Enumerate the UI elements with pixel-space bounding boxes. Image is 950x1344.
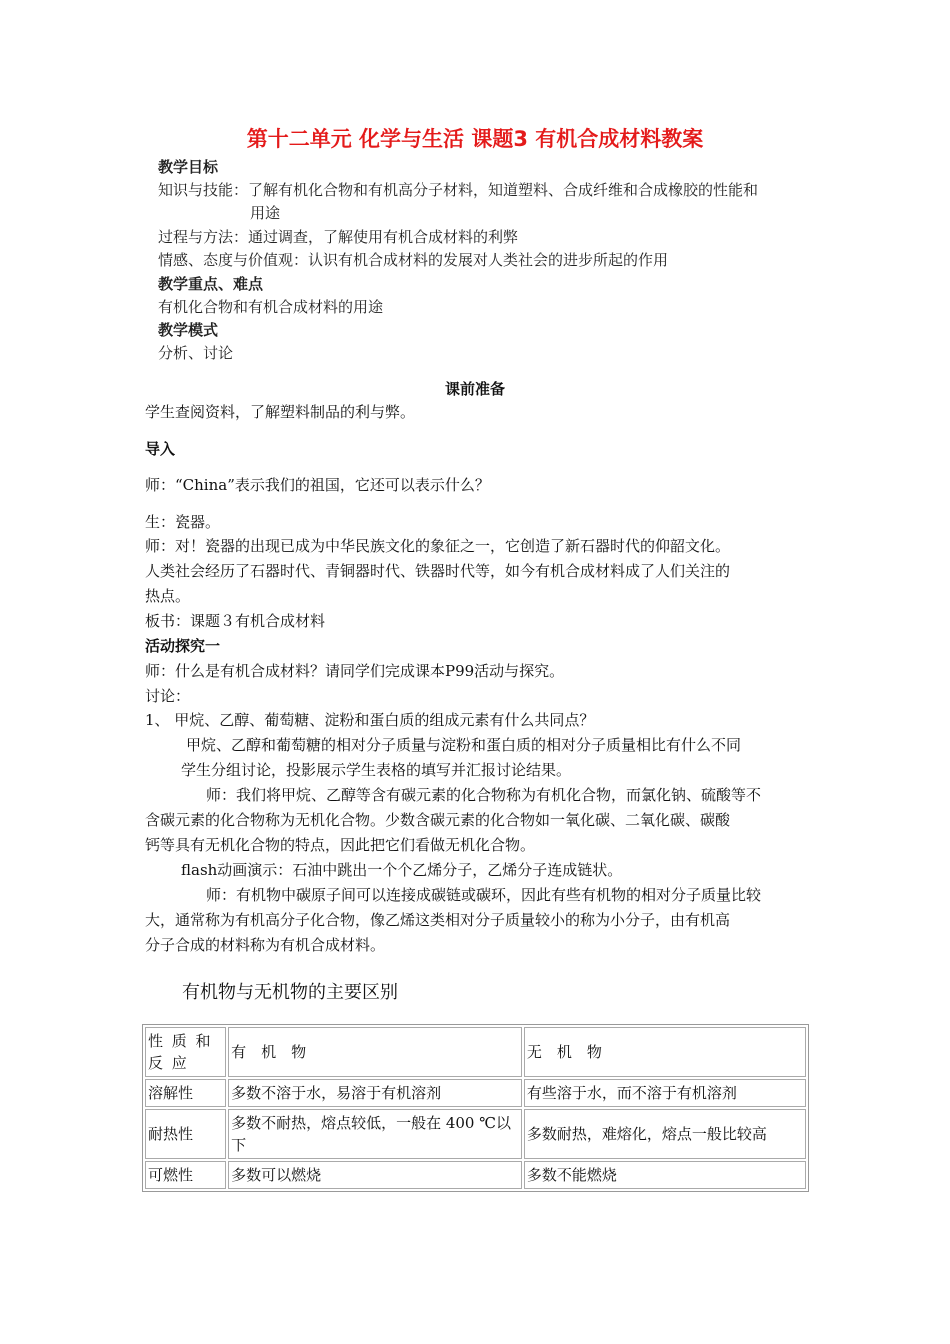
page-title: 第十二单元 化学与生活 课题3 有机合成材料教案: [246, 127, 704, 151]
intro-student-answer: 生：瓷器。: [145, 513, 221, 531]
emotion-values: 情感、态度与价值观：认识有机合成材料的发展对人类社会的进步所起的作用: [158, 251, 669, 269]
header-property: 性 质 和 反 应: [145, 1027, 226, 1077]
group-discussion: 学生分组讨论，投影展示学生表格的填写并汇报讨论结果。: [181, 761, 572, 779]
header-inorganic: 无 机 物: [524, 1027, 806, 1077]
prep-text: 学生查阅资料，了解塑料制品的利与弊。: [145, 403, 416, 421]
prep-heading: 课前准备: [444, 380, 505, 398]
header-organic: 有 机 物: [228, 1027, 522, 1077]
teacher-explain-2-line2: 大，通常称为有机高分子化合物，像乙烯这类相对分子质量较小的称为小分子，由有机高: [145, 911, 731, 929]
activity-teacher-question: 师：什么是有机合成材料？请同学们完成课本P99活动与探究。: [145, 662, 565, 680]
knowledge-skills-line1: 知识与技能：了解有机化合物和有机高分子材料，知道塑料、合成纤维和合成橡胶的性能和: [158, 181, 759, 199]
teaching-mode-text: 分析、讨论: [158, 344, 234, 362]
row-solubility-inorganic: 有些溶于水，而不溶于有机溶剂: [524, 1079, 806, 1107]
flash-demo: flash动画演示：石油中跳出一个个乙烯分子，乙烯分子连成链状。: [181, 861, 623, 879]
table-row: [145, 1109, 806, 1159]
table-row: [145, 1161, 806, 1189]
teacher-explain-1-line1: 师：我们将甲烷、乙醇等含有碳元素的化合物称为有机化合物，而氯化钠、硫酸等不: [206, 786, 762, 804]
table-row: [145, 1079, 806, 1107]
teacher-explain-2-line3: 分子合成的材料称为有机合成材料。: [145, 936, 386, 954]
objectives-heading: 教学目标: [158, 158, 219, 176]
row-solubility-organic: 多数不溶于水，易溶于有机溶剂: [228, 1079, 522, 1107]
discussion-question-1: 1、 甲烷、乙醇、葡萄糖、淀粉和蛋白质的组成元素有什么共同点？: [145, 711, 595, 729]
teacher-explain-1-line2: 含碳元素的化合物称为无机化合物。少数含碳元素的化合物如一氧化碳、二氧化碳、碳酸: [145, 811, 731, 829]
board-note: 板书：课题３有机合成材料: [145, 612, 326, 630]
row-flammable-organic: 多数可以燃烧: [228, 1161, 522, 1189]
row-heat-label: 耐热性: [145, 1109, 226, 1159]
key-points-text: 有机化合物和有机合成材料的用途: [158, 298, 384, 316]
row-solubility-label: 溶解性: [145, 1079, 226, 1107]
row-heat-organic: 多数不耐热，熔点较低，一般在 400 ℃以下: [228, 1109, 522, 1159]
table-caption: 有机物与无机物的主要区别: [182, 982, 398, 1003]
comparison-table: [142, 1024, 809, 1192]
row-flammable-inorganic: 多数不能燃烧: [524, 1161, 806, 1189]
teacher-explain-2-line1: 师：有机物中碳原子间可以连接成碳链或碳环，因此有些有机物的相对分子质量比较: [206, 886, 762, 904]
intro-teacher-line3: 热点。: [145, 587, 191, 605]
teaching-mode-heading: 教学模式: [158, 321, 219, 339]
discussion-question-2: 甲烷、乙醇和葡萄糖的相对分子质量与淀粉和蛋白质的相对分子质量相比有什么不同: [186, 736, 742, 754]
discussion-label: 讨论：: [145, 687, 191, 705]
teacher-explain-1-line3: 钙等具有无机化合物的特点，因此把它们看做无机化合物。: [145, 836, 536, 854]
process-methods: 过程与方法：通过调查，了解使用有机合成材料的利弊: [158, 228, 519, 246]
intro-heading: 导入: [145, 440, 176, 458]
activity-heading: 活动探究一: [145, 637, 221, 655]
intro-teacher-line1: 师：对！瓷器的出现已成为中华民族文化的象征之一，它创造了新石器时代的仰韶文化。: [145, 537, 731, 555]
intro-teacher-line2: 人类社会经历了石器时代、青铜器时代、铁器时代等，如今有机合成材料成了人们关注的: [145, 562, 731, 580]
knowledge-skills-line2: 用途: [250, 204, 281, 222]
row-heat-inorganic: 多数耐热，难熔化，熔点一般比较高: [524, 1109, 806, 1159]
row-flammable-label: 可燃性: [145, 1161, 226, 1189]
key-points-heading: 教学重点、难点: [158, 275, 264, 293]
intro-teacher-question: 师：“China”表示我们的祖国，它还可以表示什么？: [145, 476, 490, 494]
table-header-row: [145, 1027, 806, 1077]
